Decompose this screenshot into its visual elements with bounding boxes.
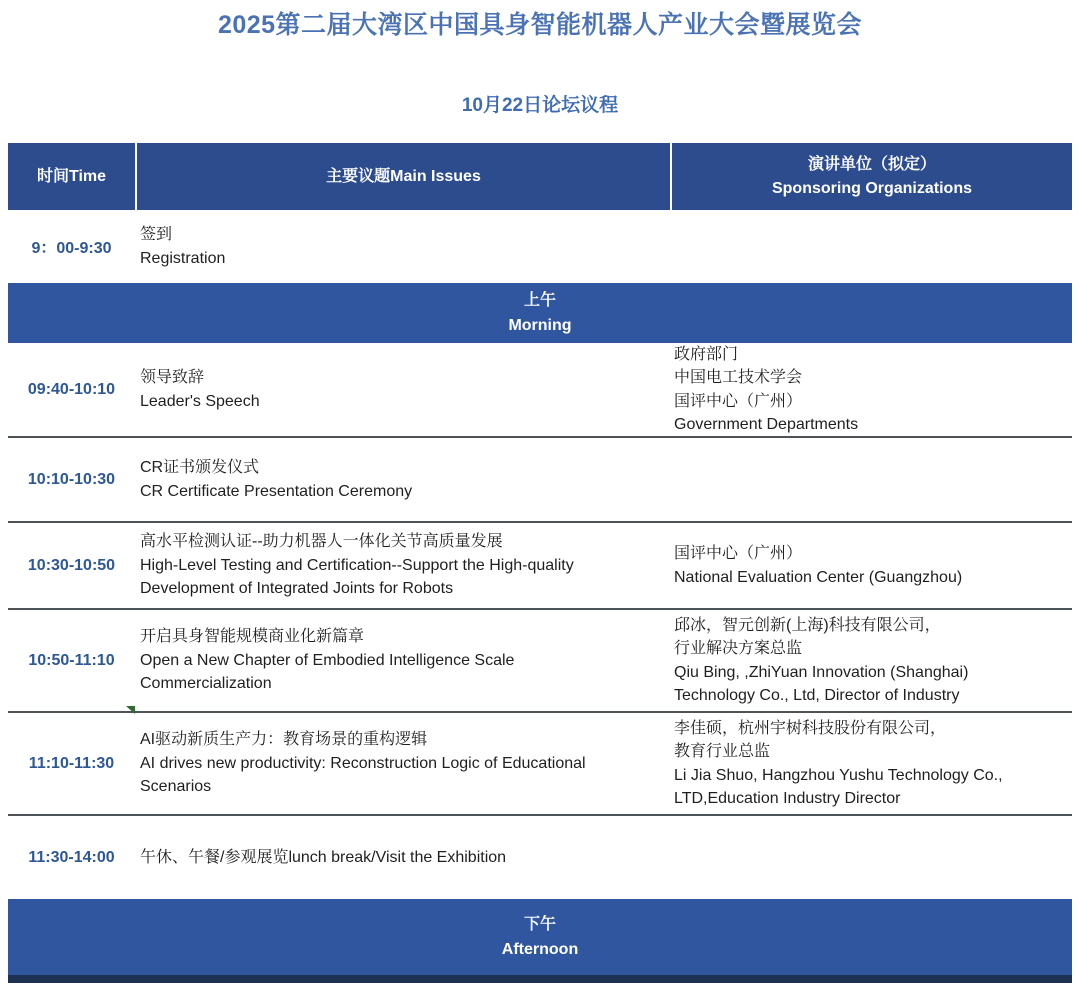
header-main-issues-label: 主要议题Main Issues bbox=[326, 167, 481, 185]
table-row-ai-education bbox=[8, 713, 1072, 816]
green-marker bbox=[126, 706, 135, 714]
org-line: 教育行业总监 bbox=[674, 743, 771, 760]
topic-cell bbox=[135, 610, 670, 711]
topic-line: Open a New Chapter of Embodied Intelligence Scale bbox=[140, 651, 515, 669]
org-cell bbox=[670, 610, 1072, 711]
section-morning-en: Morning bbox=[508, 317, 572, 334]
header-time bbox=[8, 143, 135, 210]
topic-line: Development of Integrated Joints for Robots bbox=[140, 580, 454, 598]
topic-line: AI drives new productivity: Reconstruction Logic of Educational bbox=[140, 754, 586, 772]
time-cell: 10:10-10:30 bbox=[27, 470, 116, 488]
topic-line: Scenarios bbox=[140, 778, 212, 796]
topic-line: Leader's Speech bbox=[140, 392, 260, 410]
time-cell: 10:50-11:10 bbox=[28, 651, 115, 669]
org-line: Technology Co., Ltd, Director of Industry bbox=[674, 687, 960, 704]
topic-line: High-Level Testing and Certification--Support the High-quality bbox=[140, 556, 574, 574]
org-line: 中国电工技术学会 bbox=[674, 369, 803, 386]
org-line: National Evaluation Center (Guangzhou) bbox=[674, 568, 963, 586]
org-cell bbox=[670, 713, 1072, 814]
agenda-subtitle: 10月22日论坛议程 bbox=[461, 95, 619, 116]
topic-cell bbox=[135, 210, 670, 283]
org-line: 国评中心（广州） bbox=[674, 392, 803, 410]
table-row-leader-speech bbox=[8, 343, 1072, 438]
header-time-label: 时间Time bbox=[36, 167, 107, 185]
table-row-testing-certification bbox=[8, 523, 1072, 610]
org-line: 李佳硕，杭州宇树科技股份有限公司， bbox=[674, 719, 947, 737]
topic-line: 高水平检测认证--助力机器人一体化关节高质量发展 bbox=[140, 533, 503, 551]
org-cell bbox=[670, 438, 1072, 521]
table-row-registration bbox=[8, 210, 1072, 283]
time-cell: 11:30-14:00 bbox=[28, 848, 115, 866]
org-line: 国评中心（广州） bbox=[674, 545, 803, 562]
section-afternoon-cn: 下午 bbox=[523, 916, 556, 933]
topic-line: AI驱动新质生产力：教育场景的重构逻辑 bbox=[140, 731, 428, 749]
org-line: 邱冰，智元创新(上海)科技有限公司， bbox=[674, 616, 941, 634]
table-header bbox=[8, 143, 1072, 210]
header-sponsoring-orgs bbox=[670, 143, 1072, 210]
org-cell bbox=[670, 210, 1072, 283]
topic-line: Commercialization bbox=[140, 675, 272, 693]
time-cell: 10:30-10:50 bbox=[27, 556, 116, 574]
org-line: 行业解决方案总监 bbox=[674, 640, 803, 657]
header-orgs-en: Sponsoring Organizations bbox=[771, 179, 972, 197]
section-band-morning bbox=[8, 283, 1072, 343]
table-row-cr-ceremony bbox=[8, 438, 1072, 523]
topic-line: CR证书颁发仪式 bbox=[140, 459, 260, 476]
org-line: Qiu Bing, ,ZhiYuan Innovation (Shanghai) bbox=[674, 663, 969, 681]
time-cell: 9：00-9:30 bbox=[31, 240, 112, 257]
page-title: 2025第二届大湾区中国具身智能机器人产业大会暨展览会 bbox=[217, 11, 863, 39]
header-orgs-cn: 演讲单位（拟定） bbox=[807, 155, 936, 173]
org-line: Li Jia Shuo, Hangzhou Yushu Technology Co., bbox=[674, 766, 1003, 784]
agenda-table bbox=[8, 143, 1072, 983]
topic-cell bbox=[135, 816, 1072, 899]
section-afternoon-en: Afternoon bbox=[501, 941, 579, 958]
topic-line: 签到 bbox=[140, 226, 173, 243]
topic-line: CR Certificate Presentation Ceremony bbox=[140, 482, 413, 500]
topic-line: 午休、午餐/参观展览lunch break/Visit the Exhibition bbox=[140, 848, 507, 866]
org-cell bbox=[670, 343, 1072, 436]
section-morning-cn: 上午 bbox=[523, 292, 556, 309]
topic-line: 开启具身智能规模商业化新篇章 bbox=[140, 628, 365, 646]
topic-cell bbox=[135, 713, 670, 814]
next-section-edge bbox=[8, 975, 1072, 983]
table-row-lunch-break bbox=[8, 816, 1072, 899]
header-main-issues bbox=[135, 143, 670, 210]
topic-line: Registration bbox=[140, 249, 226, 267]
topic-line: 领导致辞 bbox=[140, 369, 205, 386]
org-line: Government Departments bbox=[674, 416, 859, 433]
time-cell: 11:10-11:30 bbox=[28, 754, 115, 772]
topic-cell bbox=[135, 523, 670, 608]
section-band-afternoon bbox=[8, 899, 1072, 975]
topic-cell bbox=[135, 343, 670, 436]
topic-cell bbox=[135, 438, 670, 521]
org-line: LTD,Education Industry Director bbox=[674, 790, 901, 807]
time-cell: 09:40-10:10 bbox=[27, 380, 116, 398]
org-cell bbox=[670, 523, 1072, 608]
org-line: 政府部门 bbox=[674, 345, 739, 363]
table-row-commercialization bbox=[8, 610, 1072, 713]
